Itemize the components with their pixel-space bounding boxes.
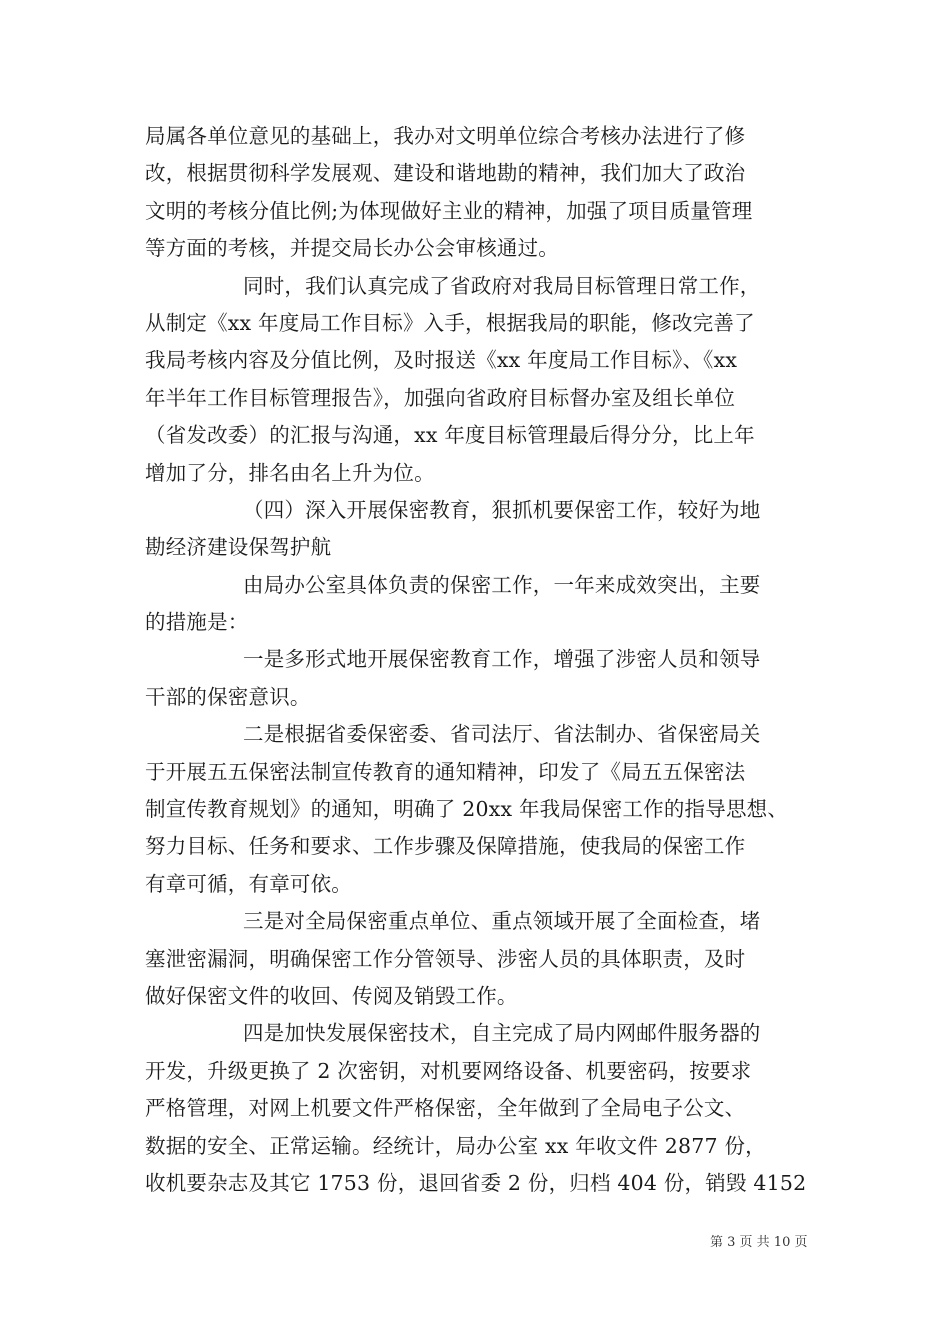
- page-number: 第 3 页 共 10 页: [710, 1235, 808, 1250]
- paragraph-first-line: 一是多形式地开展保密教育工作，增强了涉密人员和领导: [243, 647, 761, 672]
- paragraph-first-line: 三是对全局保密重点单位、重点领域开展了全面检查，堵: [243, 909, 761, 934]
- text-line: 制宣传教育规划》的通知，明确了 20xx 年我局保密工作的指导思想、: [145, 797, 789, 822]
- paragraph-first-line: 同时，我们认真完成了省政府对我局目标管理日常工作，: [243, 273, 761, 298]
- text-line: （省发改委）的汇报与沟通，xx 年度目标管理最后得分分，比上年: [145, 423, 755, 448]
- text-line: 文明的考核分值比例;为体现做好主业的精神，加强了项目质量管理: [145, 198, 753, 223]
- paragraph-first-line: 二是根据省委保密委、省司法厅、省法制办、省保密局关: [243, 722, 761, 747]
- text-line: 从制定《xx 年度局工作目标》入手，根据我局的职能，修改完善了: [145, 310, 755, 335]
- section-heading: （四）深入开展保密教育，狠抓机要保密工作，较好为地: [243, 497, 761, 522]
- text-line: 严格管理，对网上机要文件严格保密，全年做到了全局电子公文、: [145, 1096, 746, 1121]
- text-line: 干部的保密意识。: [145, 684, 311, 709]
- text-line: 的措施是：: [145, 610, 249, 635]
- text-line: 做好保密文件的收回、传阅及销毁工作。: [145, 983, 518, 1008]
- document-body: [145, 118, 810, 1202]
- text-line: 我局考核内容及分值比例，及时报送《xx 年度局工作目标》、《xx: [145, 348, 738, 373]
- text-line: 于开展五五保密法制宣传教育的通知精神，印发了《局五五保密法: [145, 759, 746, 784]
- text-line: 开发，升级更换了 2 次密钥，对机要网络设备、机要密码，按要求: [145, 1058, 752, 1083]
- text-line: 增加了分，排名由名上升为位。: [145, 460, 435, 485]
- text-line: 改，根据贯彻科学发展观、建设和谐地勘的精神，我们加大了政治: [145, 161, 746, 186]
- paragraph-first-line: 由局办公室具体负责的保密工作，一年来成效突出，主要: [243, 572, 761, 597]
- text-line: 数据的安全、正常运输。经统计，局办公室 xx 年收文件 2877 份，: [145, 1133, 766, 1158]
- text-line: 有章可循，有章可依。: [145, 871, 352, 896]
- text-line: 收机要杂志及其它 1753 份，退回省委 2 份，归档 404 份，销毁 4152: [145, 1170, 807, 1195]
- section-heading-continued: 勘经济建设保驾护航: [145, 535, 332, 560]
- paragraph-first-line: 四是加快发展保密技术，自主完成了局内网邮件服务器的: [243, 1021, 761, 1046]
- text-line: 年半年工作目标管理报告》，加强向省政府目标督办室及组长单位: [145, 385, 736, 410]
- text-line: 局属各单位意见的基础上，我办对文明单位综合考核办法进行了修: [145, 124, 746, 148]
- text-line: 努力目标、任务和要求、工作步骤及保障措施，使我局的保密工作: [145, 834, 746, 859]
- text-line: 等方面的考核，并提交局长办公会审核通过。: [145, 236, 559, 261]
- text-line: 塞泄密漏洞，明确保密工作分管领导、涉密人员的具体职责，及时: [145, 946, 746, 971]
